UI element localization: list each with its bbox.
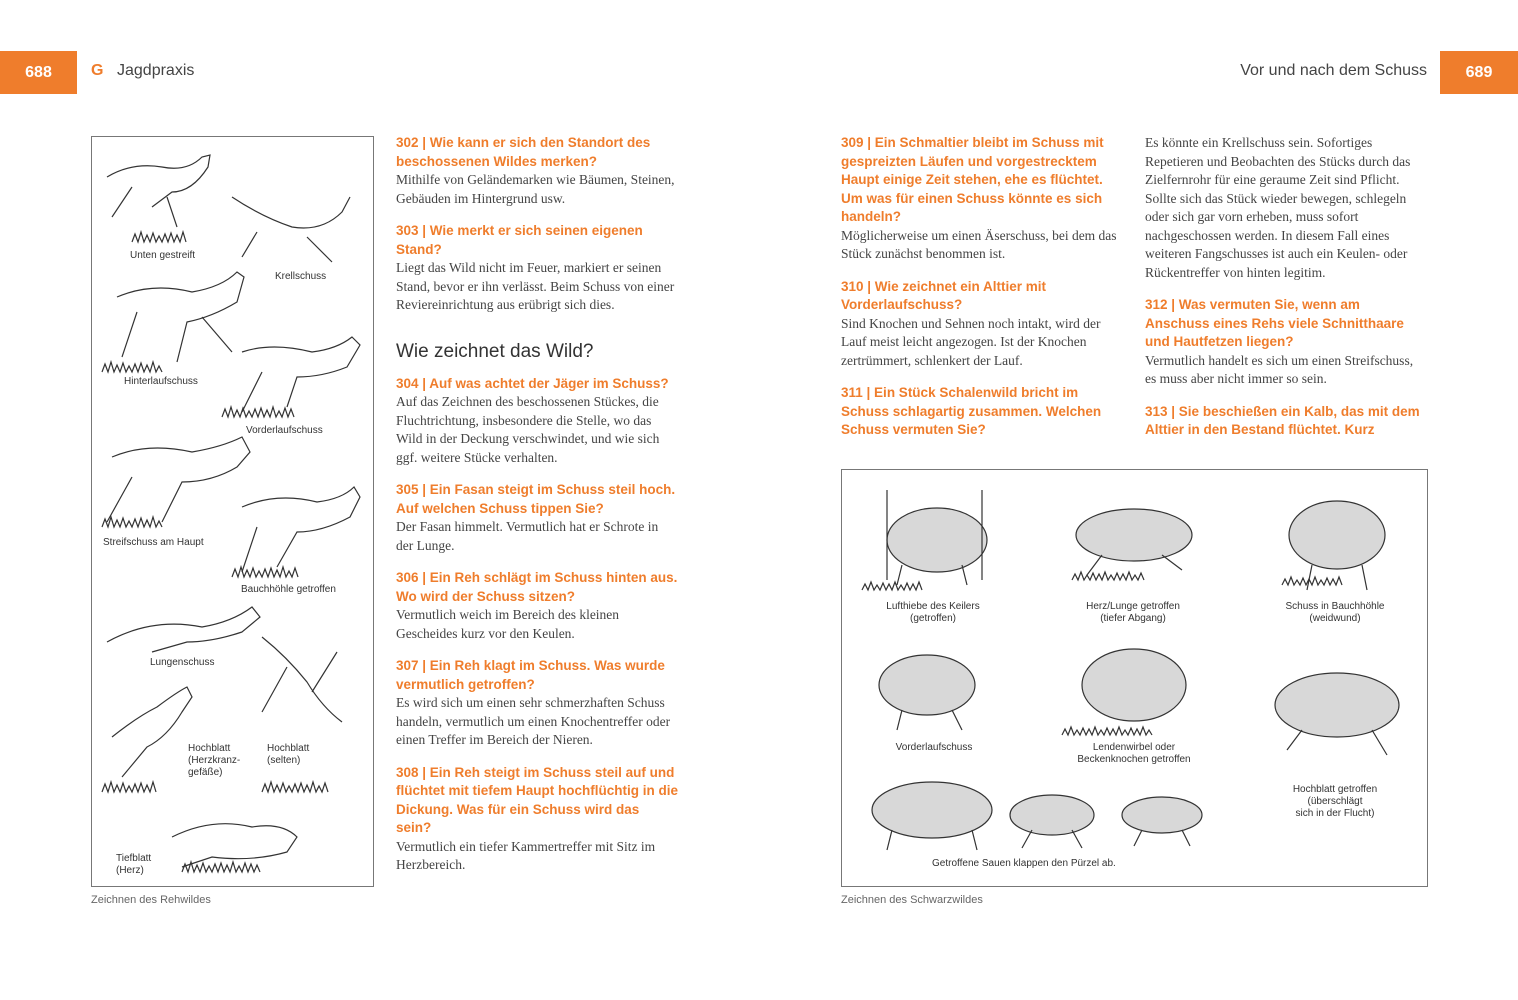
section-heading: Wie zeichnet das Wild? bbox=[396, 340, 594, 362]
label-lufthiebe: Lufthiebe des Keilers (getroffen) bbox=[886, 601, 980, 624]
chapter-letter: G bbox=[91, 62, 104, 79]
wild-boar-figure-caption: Zeichnen des Schwarzwildes bbox=[841, 894, 983, 906]
label-krellschuss: Krellschuss bbox=[275, 271, 327, 282]
answer-306: Vermutlich weich im Bereich des kleinen Gescheides kurz vor den Keulen. bbox=[396, 607, 620, 641]
answer-302: Mithilfe von Geländemarken wie Bäumen, Steinen, Gebäuden im Hintergrund usw. bbox=[396, 172, 675, 206]
answer-312: Vermutlich handelt es sich um einen Streifschuss, es muss aber nicht immer so sein. bbox=[1145, 352, 1414, 386]
answer-303: Liegt das Wild nicht im Feuer, markiert er seinen Stand, bevor er ihn verlässt. Beim Schuss von einer Reviereinrichtung aus erübrigt sich dies. bbox=[396, 260, 675, 312]
label-hochblatt-herzkranz: Hochblatt (Herzkranz- gefäße) bbox=[188, 743, 241, 778]
label-herz-lunge: Herz/Lunge getroffen (tiefer Abgang) bbox=[1086, 601, 1180, 624]
answer-311: Es könnte ein Krellschuss sein. Sofortiges Repetieren und Beobachten des Stücks durch das Zielfernrohr für eine geraume Zeit sind Pflicht. Sollte sich das Stück wieder bewegen, schlegeln oder sich gar vorn erheben, muss sofort nachgeschossen werden. In diesem Fall eines weiteren Fangschusses ist auch ein Keulen- oder Rückentreffer von hinten legitim. bbox=[1145, 135, 1411, 280]
answer-304: Auf das Zeichnen des beschossenen Stückes, die Fluchtrichtung, insbesondere die Stelle, wo das Wild in der Deckung verschwindet, und wie sich ggf. weitere Stücke verhalten. bbox=[396, 394, 660, 465]
wild-boar-illustrations bbox=[842, 470, 1427, 886]
question-305: 305 | Ein Fasan steigt im Schuss steil hoch. Auf welchen Schuss tippen Sie? bbox=[396, 482, 676, 516]
wild-boar-figure bbox=[841, 469, 1428, 887]
question-310: 310 | Wie zeichnet ein Alttier mit Vorderlaufschuss? bbox=[841, 278, 1046, 312]
question-307: 307 | Ein Reh klagt im Schuss. Was wurde vermutlich getroffen? bbox=[396, 658, 665, 692]
label-bauchhoehle: Bauchhöhle getroffen bbox=[241, 584, 336, 595]
label-lungenschuss: Lungenschuss bbox=[150, 657, 215, 668]
question-306: 306 | Ein Reh schlägt im Schuss hinten aus. Wo wird der Schuss sitzen? bbox=[396, 570, 678, 604]
question-312: 312 | Was vermuten Sie, wenn am Anschuss eines Rehs viele Schnitthaare und Hautfetzen liegen? bbox=[1145, 297, 1404, 349]
page-number-right: 689 bbox=[1440, 51, 1518, 94]
label-lendenwirbel: Lendenwirbel oder Beckenknochen getroffen bbox=[1077, 742, 1191, 765]
page-number-left: 688 bbox=[0, 51, 77, 94]
answer-305: Der Fasan himmelt. Vermutlich hat er Schrote in der Lunge. bbox=[396, 519, 659, 553]
question-308: 308 | Ein Reh steigt im Schuss steil auf und flüchtet mit tiefem Haupt hochflüchtig in die Dickung. Was für ein Schuss wird das sein? bbox=[396, 764, 678, 835]
answer-310: Sind Knochen und Sehnen noch intakt, wird der Lauf meist leicht angezogen. Ist der Knochen zertrümmert, schlenkert der Lauf. bbox=[841, 315, 1101, 368]
answer-307: Es wird sich um einen sehr schmerzhaften Schuss handeln, vermutlich um einen Knochentreffer oder einen Treffer im Bereich der Nieren. bbox=[396, 695, 671, 747]
question-309: 309 | Ein Schmaltier bleibt im Schuss mit gespreizten Läufen und vorgestrecktem Haupt einige Zeit stehen, ehe es flüchtet. Um was für einen Schuss könnte es sich handeln? bbox=[841, 135, 1104, 224]
label-unten-gestreift: Unten gestreift bbox=[130, 250, 196, 261]
question-304: 304 | Auf was achtet der Jäger im Schuss? bbox=[396, 375, 669, 391]
text-column-2 bbox=[841, 134, 1123, 440]
text-column-3 bbox=[1145, 134, 1427, 440]
label-tiefblatt: Tiefblatt (Herz) bbox=[116, 853, 152, 876]
text-column-1 bbox=[396, 134, 678, 889]
label-vorderlaufschuss-boar: Vorderlaufschuss bbox=[895, 742, 973, 753]
section-title: Vor und nach dem Schuss bbox=[1240, 62, 1427, 79]
label-bauchhoehle-boar: Schuss in Bauchhöhle (weidwund) bbox=[1285, 601, 1385, 624]
label-vorderlaufschuss: Vorderlaufschuss bbox=[246, 425, 323, 436]
label-puerzel: Getroffene Sauen klappen den Pürzel ab. bbox=[932, 858, 1116, 869]
roe-deer-figure bbox=[91, 136, 374, 887]
label-streifschuss: Streifschuss am Haupt bbox=[103, 537, 204, 548]
label-hinterlaufschuss: Hinterlaufschuss bbox=[124, 376, 198, 387]
label-hochblatt-boar: Hochblatt getroffen (überschlägt sich in der Flucht) bbox=[1292, 784, 1378, 819]
label-hochblatt-selten: Hochblatt (selten) bbox=[267, 743, 310, 766]
question-313: 313 | Sie beschießen ein Kalb, das mit dem Alttier in den Bestand flüchtet. Kurz bbox=[1145, 403, 1420, 437]
question-311: 311 | Ein Stück Schalenwild bricht im Schuss schlagartig zusammen. Welchen Schuss vermuten Sie? bbox=[841, 385, 1102, 437]
roe-deer-figure-caption: Zeichnen des Rehwildes bbox=[91, 894, 211, 906]
answer-309: Möglicherweise um einen Äserschuss, bei dem das Stück zunächst benommen ist. bbox=[841, 227, 1117, 261]
chapter-title: Jagdpraxis bbox=[117, 62, 195, 79]
question-302: 302 | Wie kann er sich den Standort des beschossenen Wildes merken? bbox=[396, 135, 651, 169]
question-303: 303 | Wie merkt er sich seinen eigenen Stand? bbox=[396, 223, 643, 257]
answer-308: Vermutlich ein tiefer Kammertreffer mit Sitz im Herzbereich. bbox=[396, 838, 656, 872]
